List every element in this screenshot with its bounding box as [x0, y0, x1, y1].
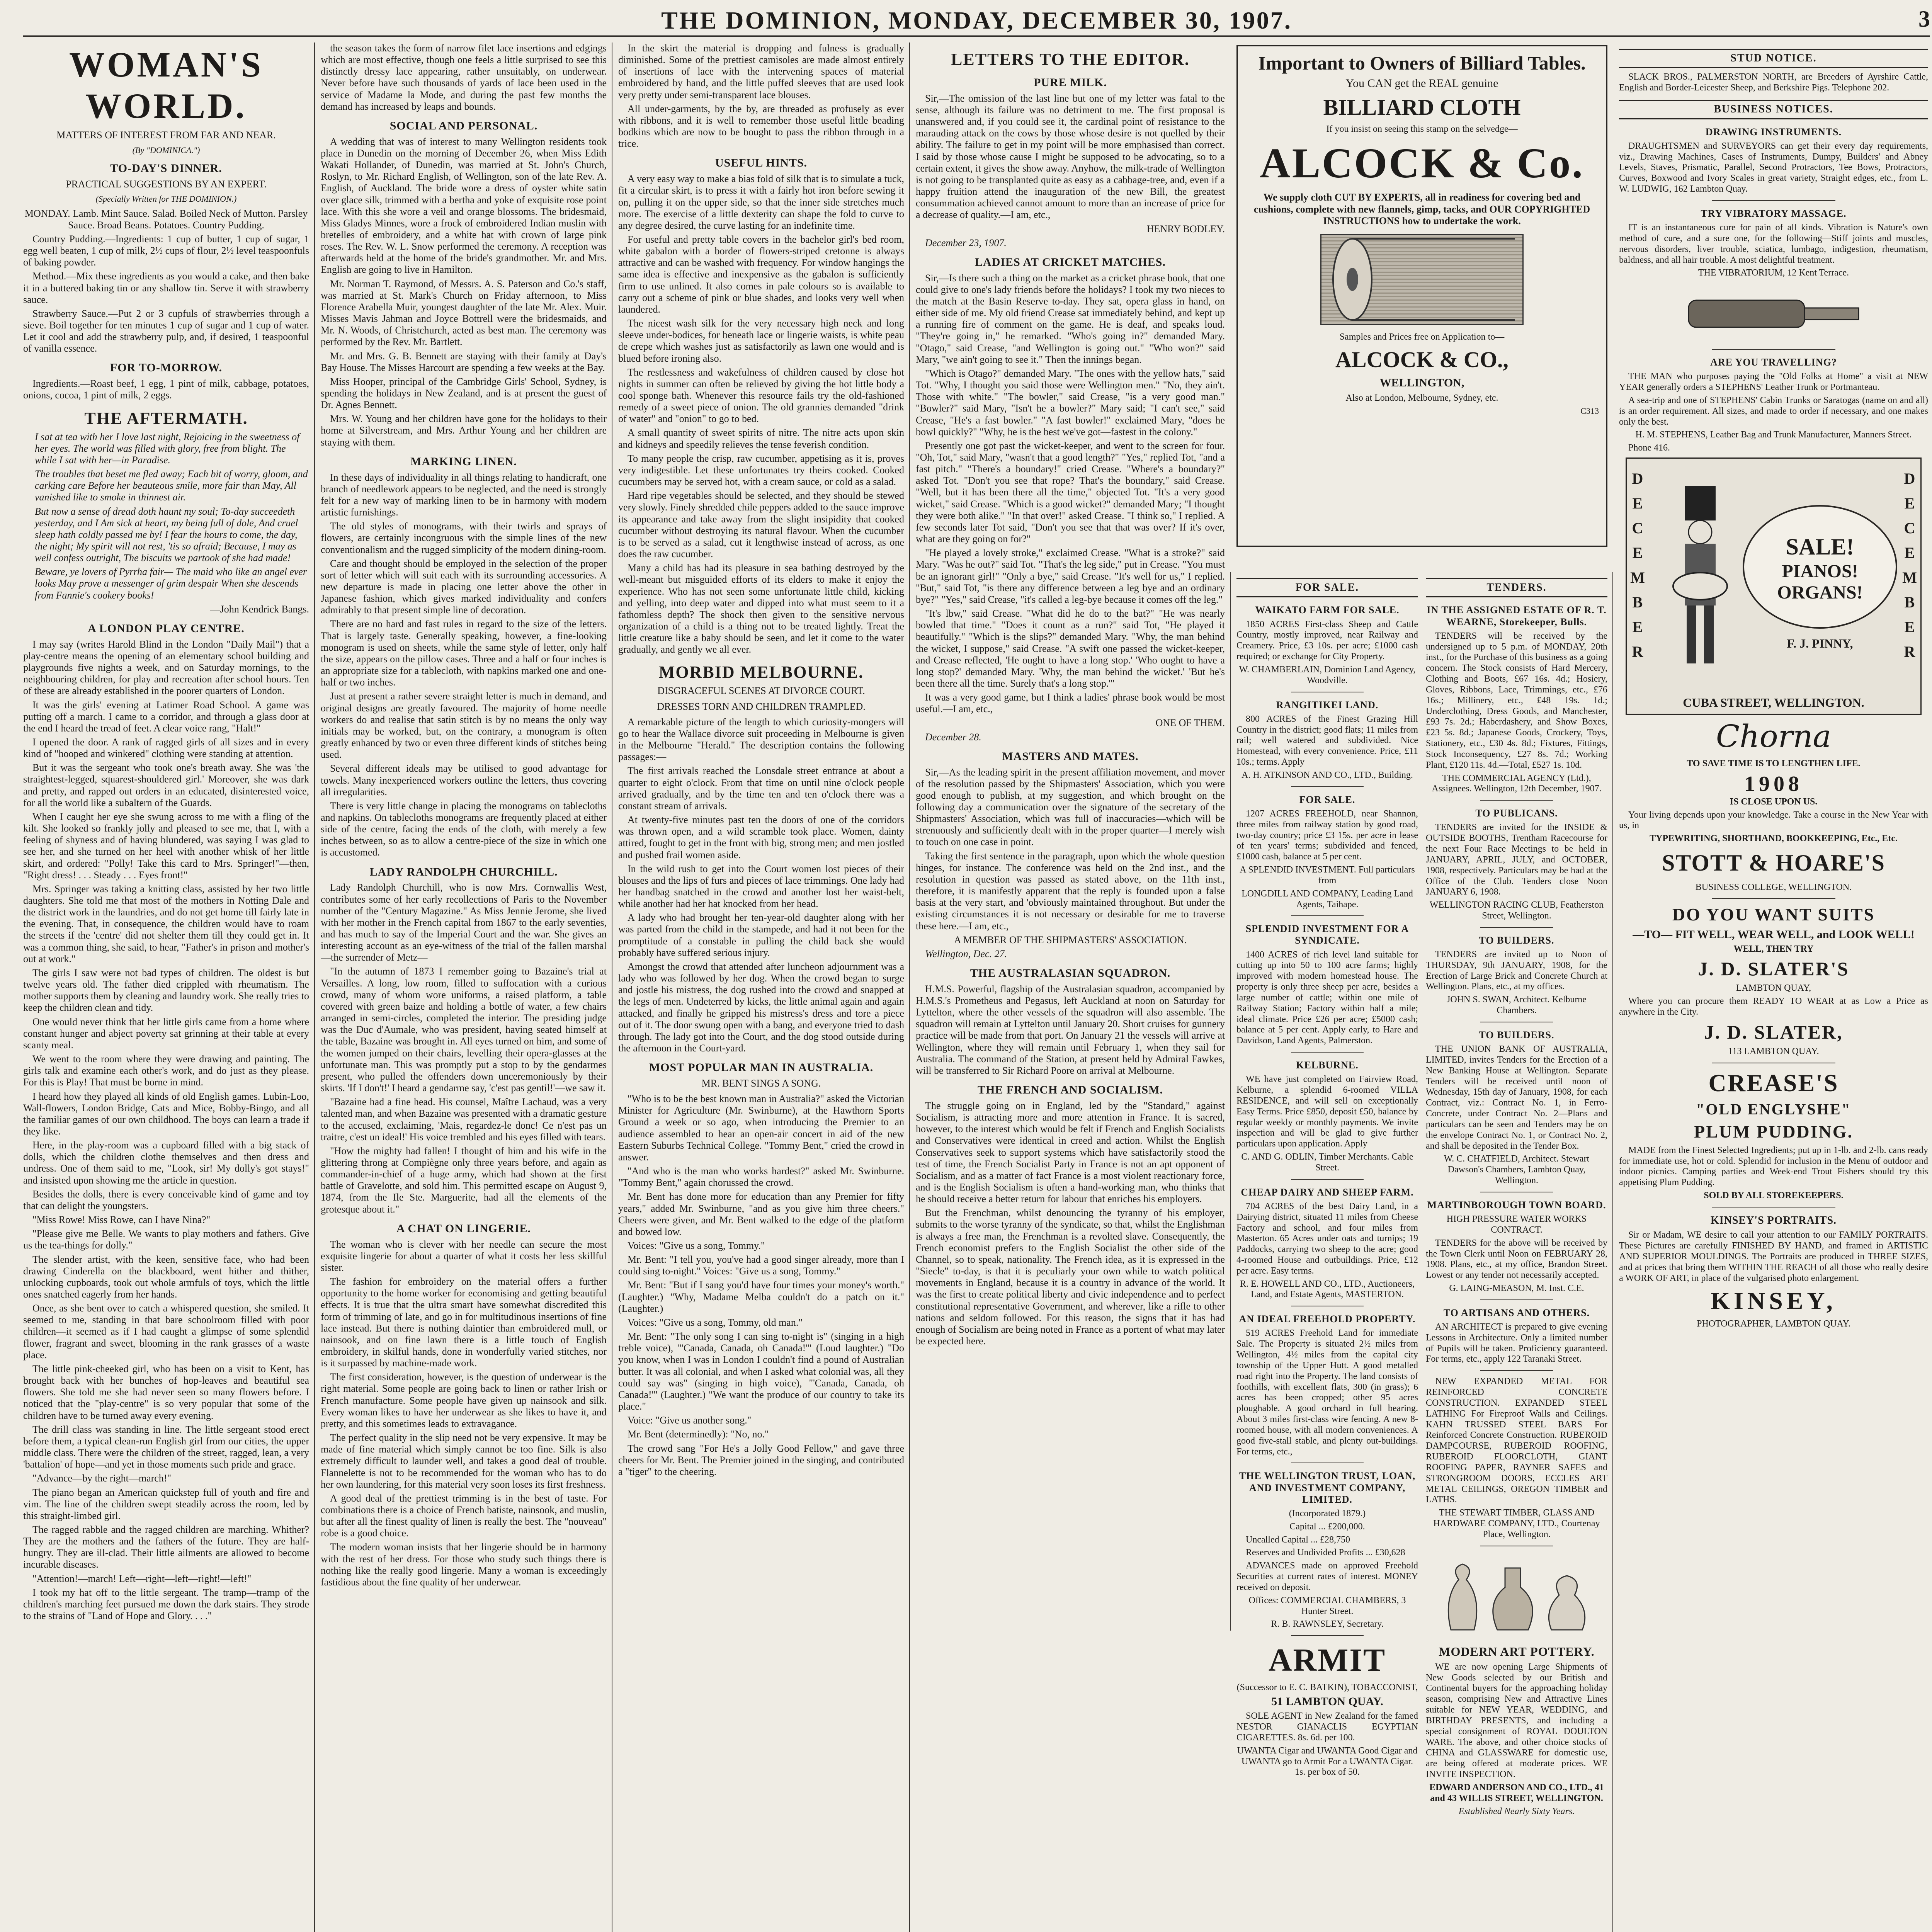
paragraph: Several different ideals may be utilised to good advantage for towels. Many inexperienced workers outline the letters, thus covering all irregularities.: [321, 763, 607, 798]
poem-stanza: Beware, ye lovers of Pyrrha fair— The maid who like an angel ever looks May prove a messenger of grim despair When she descends from Fannie's cookery books!: [35, 566, 307, 601]
paragraph: A sea-trip and one of STEPHENS' Cabin Trunks or Saratogas (name on and all) is an order requirement. All sizes, and made to order if necessary, and one makes only the best.: [1619, 395, 1928, 427]
paragraph: "In the autumn of 1873 I remember going to Bazaine's trial at Versailles. A long, low room, filled to suffocation with a curious crowd, many of whom wore uniforms, a raised platform, a table covered with green baize and holding a bottle of water, a few chairs arranged in semi-circles, completed the interior. The presiding judge was the Duc d'Aumale, who was president, having seated himself at the table, Bazaine was brought in. All eyes turned on him, and some of the women jumped on their chairs, levelling their opera-glasses at the unfortunate man. This was promptly put a stop to by the gendarmes present, who pulled the offenders down unceremoniously by their skirts. 'If I don't!' I heard a gendarme say, 'c'est pas gentil!'—we saw it.: [321, 966, 607, 1094]
paragraph: SLACK BROS., PALMERSTON NORTH, are Breeders of Ayrshire Cattle, English and Border-Leicester Sheep, and Berkshire Pigs. Telephone 202.: [1619, 72, 1928, 93]
ad-brand: CREASE'S: [1708, 1069, 1839, 1097]
chorna-script-logo: Chorna: [1716, 718, 1832, 755]
paragraph: In these days of individuality in all things relating to handicraft, one branch of needlework appears to be neglected, and the need is strongly felt for a new way of marking linen to be in harmony with modern artistic furnishings.: [321, 471, 607, 518]
paragraph: Mr. Bent: "I tell you, you've had a good singer already, more than I could sing to-night." Voices: "Give us a song, Tommy.": [618, 1254, 904, 1277]
paragraph: Offices: COMMERCIAL CHAMBERS, 3 Hunter Street.: [1248, 1595, 1406, 1616]
paragraph: "How the mighty had fallen! I thought of him and his wife in the glittering throng at Compiègne only three years before, and again as commander-in-chief of a huge army, which had shown at the first battle of Gravelotte, and sold him. This permitted escape on August 9, 1874, from the Ile Ste. Marguerite, had all the elements of the grotesque about it.": [321, 1145, 607, 1215]
ad-signature: C. AND G. ODLIN, Timber Merchants. Cable Street.: [1241, 1152, 1413, 1173]
poem-stanza: But now a sense of dread doth haunt my soul; To-day succeedeth yesterday, and I Am sick at heart, my being full of dole, And cruel sleep hath coldly passed me by! I fear the hours to come, the day, the night; My spirit will not rest, 'tis so afraid; Because, I may as well confess outright, The biscuits we partook of she had made!: [35, 505, 298, 564]
ad-body: We supply cloth CUT BY EXPERTS, all in readiness for covering bed and cushions, complete with new flannels, gimp, tacks, and OUR COPYRIGHTED INSTRUCTIONS how to undertake the work.: [1253, 192, 1590, 226]
ad-line: Established Nearly Sixty Years.: [1458, 1806, 1575, 1816]
article-heading: TO-DAY'S DINNER.: [110, 162, 222, 175]
article-heading: THE AUSTRALASIAN SQUADRON.: [970, 967, 1171, 980]
paragraph: UWANTA Cigar and UWANTA Good Cigar and UWANTA go to Armit For a UWANTA Cigar. 1s. per box of 50.: [1237, 1745, 1418, 1777]
cloth-bolt-icon: [1320, 234, 1524, 325]
ad-signature: G. LAING-MEASON, M. Inst. C.E.: [1449, 1283, 1584, 1293]
ad-address: LAMBTON QUAY,: [1736, 983, 1811, 993]
article-subheading: DRESSES TORN AND CHILDREN TRAMPLED.: [657, 701, 866, 712]
paragraph: Besides the dolls, there is every conceivable kind of game and toy that can delight the youngsters.: [23, 1188, 309, 1211]
ad-line: You CAN get the REAL genuine: [1345, 77, 1498, 90]
paragraph: Sir,—Is there such a thing on the market as a cricket phrase book, that one could give to one's lady friends before the holidays? I took my two nieces to the match at the Basin Reserve to-day. They sat, opera glass in hand, on either side of me. My old friend Crease sat immediately behind, and kept up a running fire of comment on the game. He is deaf, and speaks loud. "They're going in," he remarked. "Who's going in?" demanded Mary. "Otago," said Crease, "and Wellington is going out." "Who won?" said Mary, "we ain't going to see it." Then the innings began.: [916, 272, 1225, 365]
article-heading: A CHAT ON LINGERIE.: [396, 1222, 531, 1235]
ad-signature: H. M. STEPHENS, Leather Bag and Trunk Manufacturer, Manners Street.: [1635, 430, 1912, 440]
paragraph: The first arrivals reached the Lonsdale street entrance at about a quarter to eight o'clock. From that time on until nine o'clock people arrived gradually, and by the time ten and ten o'clock there was a constant stream of arrivals.: [618, 765, 904, 811]
paragraph: In the wild rush to get into the Court women lost pieces of their blouses and the lips of furs and pieces of lace trimmings. One lady had her handbag snatched in the crowd and another lost her waist-belt, while another had her hat knocked from her head.: [618, 863, 904, 910]
paragraph: 800 ACRES of the Finest Grazing Hill Country in the district; good flats; 11 miles from rail; well watered and subdivided. Nice Homestead, with every convenience. Price, £11 10s.; terms. Apply: [1236, 714, 1418, 767]
vibrator-device-icon: [1673, 285, 1874, 343]
paragraph: AN ARCHITECT is prepared to give evening Lessons in Architecture. Only a limited number of Pupils will be taken. Proficiency guaranteed. For terms, etc., apply 122 Taranaki Street.: [1426, 1321, 1607, 1364]
paragraph: Many a child has had its pleasure in sea bathing destroyed by the well-meant but misguided efforts of its elders to make it enjoy the experience. Who has not seen some unfortunate little child, kicking and yelling, into deep water and dipped into what must seem to it a fathomless depth? The shock then given to the sensitive nervous organization of a child is a thing not to be treated lightly. Treat the little creature like a baby should be seen, and let it come to the water gradually, and gently we all ever.: [618, 562, 904, 655]
paragraph: But it was the sergeant who took one's breath away. She was 'the straightest-legged, squarest-shouldered girl.' Moreover, she was dark and pretty, and rapped out orders in an educated, disinterested voice, for all the world like a subaltern of the Guards.: [23, 762, 309, 808]
paragraph: WE have just completed on Fairview Road, Kelburne, a splendid 6-roomed VILLA RESIDENCE, and will sell on exceptionally Easy Terms. Price £850, deposit £50, balance by regular weekly or monthly payments. We invite inspection and will be glad to give further particulars upon application. Apply: [1236, 1074, 1418, 1149]
tenders-column: [1426, 572, 1607, 1932]
paragraph: WE are now opening Large Shipments of New Goods selected by our British and Continental buyers for the approaching holiday season, comprising New and Attractive Lines suitable for NEW YEAR, WEDDING, and BIRTHDAY PRESENTS, and including a special consignment of ROYAL DOULTON WARE. The above, and other choice stocks of CHINA and GLASSWARE for domestic use, are being offered at moderate prices. WE INVITE INSPECTION.: [1426, 1662, 1607, 1780]
paragraph: "Miss Rowe! Miss Rowe, can I have Nina?": [32, 1214, 211, 1226]
soldier-drummer-icon: [1658, 482, 1743, 667]
ad-heading: KELBURNE.: [1296, 1060, 1359, 1071]
paragraph: Just at present a rather severe straight letter is much in demand, and original designs are greatly favoured. The majority of home needle workers do and realise that satin stitch is by no means the only way initials may be worked, but, on the contrary, a monogram is often greatly enhanced by two or even three different kinds of stitches being used.: [321, 690, 607, 760]
paragraph: We went to the room where they were drawing and painting. The girls talk and examine each other's work, and do just as they please. For this is Play! That must be borne in mind.: [23, 1053, 309, 1088]
ad-city: WELLINGTON,: [1379, 376, 1464, 389]
paragraph: NEW EXPANDED METAL FOR REINFORCED CONCRETE CONSTRUCTION. EXPANDED STEEL LATHING For Fireproof Walls and Ceilings. KAHN TRUSSED STEEL BARS For Reinforced Concrete Construction. RUBEROID DAMPCOURSE, RUBEROID ROOFING, RUBEROID FLOORCLOTH, GIANT ROOFING PAPER, RAYNER SAFES and STRONGROOM DOORS, ECCLES ART METAL CEILINGS, OREGON TIMBER and LATHS.: [1426, 1376, 1607, 1505]
article-heading: SOCIAL AND PERSONAL.: [389, 119, 538, 132]
ad-ref: C313: [1580, 406, 1599, 416]
article-subheading: MR. BENT SINGS A SONG.: [701, 1077, 821, 1089]
masthead: [23, 8, 1930, 37]
paragraph: Mr. and Mrs. G. B. Bennett are staying with their family at Day's Bay House. The Misses Harcourt are spending a few weeks at the Bay.: [321, 350, 607, 373]
paragraph: Mr. Norman T. Raymond, of Messrs. A. S. Paterson and Co.'s staff, was married at St. Mark's Church on Friday afternoon, to Miss Florence Arabella Muir, youngest daughter of the late Mr. Alex. Muir. Misses Mavis Jahman and Joyce Bottrell were the bridesmaids, and Mr. N. Woods, of Christchurch, acted as best man. The ceremony was performed by the Rev. Mr. Bartlett.: [321, 278, 607, 348]
ad-brand: ARMIT: [1268, 1642, 1386, 1679]
paragraph: "Who is to be the best known man in Australia?" asked the Victorian Minister for Agriculture (Mr. Swinburne), at the Hawthorn Sports Ground a week or so ago, when introducing the Premier to an audience assembled to hear an open-air concert in aid of the new Eastern Suburbs Technical College. "Tommy Bent," cried the crowd in answer.: [618, 1093, 904, 1163]
paragraph: I took my hat off to the little sergeant. The tramp—tramp of the children's marching feet pursued me down the dark stairs. They strode to the strains of "Land of Hope and Glory. . . .": [23, 1587, 309, 1622]
column-4: [916, 43, 1225, 1932]
paragraph: MADE from the Finest Selected Ingredients; put up in 1-lb. and 2-lb. cans ready for immediate use, hot or cold. Splendid for inclusion in the Menu of outdoor and indoor picnics. Camping parties and Week-end Trout Fishers should try this appetising Plum Pudding.: [1619, 1145, 1928, 1188]
paragraph: Uncalled Capital ... £28,750: [1246, 1534, 1350, 1545]
letter-heading: LADIES AT CRICKET MATCHES.: [975, 255, 1166, 269]
paragraph: The ragged rabble and the ragged children are marching. Whither? They are the mothers and the fathers of the future. They are half-hungry. They are ill-clad. Their little ailments are allowed to become incurable diseases.: [23, 1524, 309, 1570]
ad-heading: DRAWING INSTRUMENTS.: [1705, 126, 1842, 138]
column-rule: [909, 43, 910, 1932]
paragraph: TENDERS are invited for the INSIDE & OUTSIDE BOOTHS, Trentham Racecourse for the next Four Race Meetings to be held in JANUARY, APRIL, JULY, and OCTOBER, 1908, respectively. Particulars may be had at the Office of the Club. Tenders close Noon JANUARY 6, 1908.: [1426, 822, 1607, 897]
ad-heading: TO ARTISANS AND OTHERS.: [1443, 1307, 1590, 1318]
paragraph: Capital ... £200,000.: [1289, 1521, 1365, 1532]
paragraph: Here, in the play-room was a cupboard filled with a big stack of dolls, which the children clothe themselves and then dress and undress. One of them said to me, "Look, sir! My dolly's got stays!" and insisted upon showing me the article in question.: [23, 1139, 309, 1186]
ad-heading: WAIKATO FARM FOR SALE.: [1255, 604, 1400, 616]
ad-heading: IN THE ASSIGNED ESTATE OF R. T. WEARNE, Storekeeper, Bulls.: [1427, 604, 1607, 628]
paragraph: The restlessness and wakefulness of children caused by close hot nights in summer can often be relieved by giving the hot little body a cool sponge bath. Whenever this resource fails try the old-fashioned remedy of a sweet piece of onion. The old grannies demanded "drink of water" and "onion" to go to bed.: [618, 366, 904, 425]
paragraph: "Which is Otago?" demanded Mary. "The ones with the yellow hats," said Tot. "Why, I thought you said those were Wellington men." "No, they ain't. Those with white." "The bowler," said Crease, "is a very good man." "Bowler?" said Mary, "Isn't he a bowler?" Mary said; "I can't see," said Crease, "He's a fast bowler." "A fast bowler!" exclaimed Mary, "does he bowl quickly?" "Why, he is the best we've got—fastest in the colony.": [916, 367, 1225, 437]
ad-heading: MODERN ART POTTERY.: [1439, 1644, 1595, 1658]
paragraph: 1850 ACRES First-class Sheep and Cattle Country, mostly improved, near Railway and Creamery. Price, £3 10s. per acre; £1000 cash required; or exchange for City Property.: [1236, 619, 1418, 662]
paragraph: "And who is the man who works hardest?" asked Mr. Swinburne. "Tommy Bent," again chorussed the crowd.: [618, 1165, 904, 1189]
paragraph: A small quantity of sweet spirits of nitre. The nitre acts upon skin and kidneys and speedily relieves the tense feverish condition.: [618, 427, 904, 450]
paragraph: Mrs. Springer was taking a knitting class, assisted by her two little daughters. She told me that most of the mothers in Notting Dale and the district work in the laundries, and do not get home till fairly late in the evening. That, in consequence, the children would have to roam the streets if the 'centre' did not shelter them till they could get in. It was a common thing, she said, to hear, "Father's in prison and mother's out at work.": [23, 883, 309, 964]
article-heading: USEFUL HINTS.: [715, 156, 808, 170]
ad-signature: THE STEWART TIMBER, GLASS AND HARDWARE COMPANY, LTD., Courtenay Place, Wellington.: [1433, 1508, 1600, 1539]
article-heading: FOR TO-MORROW.: [110, 361, 223, 374]
paragraph: MONDAY. Lamb. Mint Sauce. Salad. Boiled Neck of Mutton. Parsley Sauce. Broad Beans. Potatoes. Country Pudding.: [24, 207, 308, 231]
paragraph: The nicest wash silk for the very necessary high neck and long sleeve under-bodices, for beneath lace or lingerie waists, is white peau de crepe which washes just as satisfactorily as lawn one would and is blued before ironing also.: [618, 318, 904, 364]
ad-product: BILLIARD CLOTH: [1323, 94, 1521, 120]
ad-signature: A. H. ATKINSON AND CO., LTD., Building.: [1242, 770, 1413, 780]
letter-signature: HENRY BODLEY.: [1146, 223, 1225, 235]
ad-signature: W. CHAMBERLAIN, Dominion Land Agency, Woodville.: [1239, 664, 1416, 685]
ad-signature: R. B. RAWNSLEY, Secretary.: [1271, 1619, 1384, 1629]
article-heading: LETTERS TO THE EDITOR.: [951, 50, 1190, 69]
ad-address: 51 LAMBTON QUAY.: [1271, 1695, 1383, 1708]
article-heading: THE FRENCH AND SOCIALISM.: [977, 1083, 1163, 1097]
column-3: [618, 43, 904, 1932]
letter-date: December 23, 1907.: [925, 237, 1007, 248]
paragraph: Sir,—As the leading spirit in the present affiliation movement, and mover of the resolution passed by the Shipmasters' Association, which you were good enough to publish, at my suggestion, and which brought on the following day a communication over the signature of the secretary of the Shipmasters' Association, which was full of inaccuracies—which will be strenuously and sufficiently dealt with in the proper quarter—I merely wish to touch on one case in point.: [916, 766, 1225, 848]
paragraph: The crowd sang "For He's a Jolly Good Fellow," and gave three cheers for Mr. Bent. The Premier joined in the singing, and contributed a "tiger" to the cheering.: [618, 1442, 904, 1477]
column-rule: [314, 43, 315, 1932]
paragraph: Hard ripe vegetables should be selected, and they should be stewed very slowly. Finely shredded chile peppers added to the sauce improve its appearance and take away from the slight insipidity that cooked cucumber without destroying its natural flavour. When the cucumber is to be served as a salad, cut it lengthwise instead of across, as one does the raw cucumber.: [618, 490, 904, 560]
ad-address: 113 LAMBTON QUAY.: [1728, 1046, 1819, 1056]
paragraph: At twenty-five minutes past ten the doors of one of the corridors was thrown open, and a wild scramble took place. Women, dainty attired, fought to get in the front with big, strong men; and men jostled and pushed frail women aside.: [618, 814, 904, 861]
for-sale-column: [1236, 572, 1418, 1932]
ad-heading: AN IDEAL FREEHOLD PROPERTY.: [1239, 1313, 1416, 1325]
paragraph: The slender artist, with the keen, sensitive face, who had been drawing Cinderella on the blackboard, went hither and thither, unlocking cupboards, took out whole armfuls of toys, which the little ones snatched eagerly from her hands.: [23, 1253, 309, 1300]
column-rule: [1612, 572, 1613, 1932]
masthead-title: THE DOMINION, MONDAY, DECEMBER 30, 1907.: [661, 7, 1292, 34]
paragraph: Country Pudding.—Ingredients: 1 cup of butter, 1 cup of sugar, 1 egg well beaten, 1 cup of milk, 2½ cups of flour, 2½ level teaspoonfuls of baking powder.: [23, 233, 309, 268]
article-heading: MARKING LINEN.: [410, 455, 517, 468]
paragraph: The first consideration, however, is the question of underwear is the right material. Some people are going back to linen or rather Irish or French manufacture. Some people have given up nainsook and silk. Every woman likes to have her underwear as she likes to have it, and pretty, and this sometimes leads to extravagance.: [321, 1371, 607, 1429]
ad-heading: TO PUBLICANS.: [1475, 808, 1558, 819]
paragraph: The modern woman insists that her lingerie should be in harmony with the rest of her dress. For those who study such things there is nothing like the really good lingerie. Many a woman is exceedingly fastidious about the fine quality of her underwear.: [321, 1541, 607, 1588]
column-6: [1619, 43, 1928, 1932]
poem-stanza: The troubles that beset me fled away; Each bit of worry, gloom, and carking care Before her beauteous smile, more fair than May, All vanished like to smoke in thinnest air.: [35, 468, 308, 503]
article-heading: LADY RANDOLPH CHURCHILL.: [369, 865, 558, 878]
paragraph: Method.—Mix these ingredients as you would a cake, and then bake it in a buttered baking tin or any shallow tin. Serve it with strawberry sauce.: [23, 270, 309, 305]
ad-line: TO SAVE TIME IS TO LENGTHEN LIFE.: [1687, 758, 1861, 769]
paragraph: Mrs. W. Young and her children have gone for the holidays to their home at Silverstream, and Mrs. Arthur Young and her children are staying with them.: [321, 413, 607, 448]
paragraph: The girls I saw were not bad types of children. The oldest is but twelve years old. The father died crippled with rheumatism. The mother supports them by cleaning and laundry work. She really tries to keep the children clean and tidy.: [23, 967, 309, 1014]
ad-line: Also at London, Melbourne, Sydney, etc.: [1345, 393, 1498, 403]
paragraph: 519 ACRES Freehold Land for immediate Sale. The Property is situated 2½ miles from Wellington, 4½ miles from the capital city township of the Upper Hutt. A good metalled road right into the Property. The land consists of foothills, with excellent flats, 300 (in grass); 6 acres has been cropped; other 95 acres ploughable. A good orchard in full bearing. About 3 miles first-class wire fencing. A new 8-roomed house, with all modern conveniences. A good five-stall stable, and plenty out-buildings. For terms, etc.,: [1236, 1328, 1418, 1457]
ad-product: PLUM PUDDING.: [1694, 1122, 1854, 1142]
ad-line: SOLD BY ALL STOREKEEPERS.: [1704, 1190, 1844, 1201]
ad-line: —TO— FIT WELL, WEAR WELL, and LOOK WELL!: [1633, 928, 1915, 941]
paragraph: In the skirt the material is dropping and fulness is gradually diminished. Some of the prettiest camisoles are made almost entirely of insertions of lace with the intervening spaces of material embroidered by hand, and the little puffed sleeves that are used look very pretty under semi-transparent lace blouses.: [618, 43, 904, 100]
paragraph: "Please give me Belle. We wants to play mothers and fathers. Give us the tea-things for dolly.": [23, 1228, 309, 1251]
paragraph: 1207 ACRES FREEHOLD, near Shannon, three miles from railway station by good road, two-day country; price £3 15s. per acre in lease of ten years' terms; subdivided and fenced, £1000 cash, balance at 5 per cent.: [1236, 808, 1418, 862]
ad-heading: KINSEY'S PORTRAITS.: [1710, 1214, 1837, 1226]
paragraph: Presently one got past the wicket-keeper, and went to the screen for four. "Oh, Tot," said Mary, "wasn't that a good length?" "Yes," replied Tot, "and a fast pitch." "There's a boundary!" cried Crease. "Where's a boundary?" asked Tot. "Don't you see that rope? That's the boundary," said Crease. "Well, but it has been there all the time," objected Tot. "It's a very good wicket," said Crease. "Which is a good wicket?" demanded Mary; "I thought they were both alike." "In that over!" asked Crease. "I think so," I replied. A few seconds later Tot said, "Don't you see that that was over? If it's over, what are they going on for?": [916, 440, 1225, 545]
paragraph: (Successor to E. C. BATKIN), TOBACCONIST,: [1236, 1682, 1418, 1692]
paragraph: Amongst the crowd that attended after luncheon adjournment was a lady who was followed by her dog. When the crowd began to surge and jostle his mistress, the dog rushed into the crowd and snapped at the legs of men. Undeterred by kicks, the little animal again and again attacked, and finally he gripped his mistress's dress and tore a piece out of it. The door swung open with a bang, and everyone tried to dash through. The lady got into the Court, and the dog stood outside during the afternoon in the Court-yard.: [618, 961, 904, 1054]
paragraph: To many people the crisp, raw cucumber, appetising as it is, proves very indigestible. Let these unfortunates try theirs cooked. Cooked cucumbers may be served hot, with a cream sauce, or cold as a salad.: [618, 452, 904, 488]
article-heading: A LONDON PLAY CENTRE.: [88, 622, 245, 635]
ad-title: Important to Owners of Billiard Tables.: [1258, 52, 1586, 74]
paragraph: Voice: "Give us another song.": [628, 1415, 752, 1426]
paragraph: Miss Hooper, principal of the Cambridge Girls' School, Sydney, is spending the holidays in New Zealand, and is at present the guest of Dr. Agnes Bennett.: [321, 376, 607, 411]
ad-heading: TO BUILDERS.: [1479, 1029, 1554, 1041]
paragraph: Mr. Bent has done more for education than any Premier for fifty years," added Mr. Swinburne, "and as you give him three cheers." Cheers were given, and Mr. Bent walked to the edge of the platform and bowed low.: [618, 1191, 904, 1237]
ad-address: CUBA STREET, WELLINGTON.: [1683, 696, 1864, 710]
paragraph: But the Frenchman, whilst denouncing the tyranny of his employer, submits to the worse tyranny of the syndicate, so that, whilst the Englishman is always a free man, the Frenchman is a revolted slave. Consequently, the French economist prefers to the English Socialist the other side of the Channel, so to speak, nationality. The French idea, as it is expressed in the "Siecle" to-day, is that it is peculiarly your own while to watch political movements in England, because it is a country in advance of the world. It was the first to create political liberty and civic independence and to perfect constitutional representative Government, and wherever, like a rifle to other nations and seldom followed. For this reason, the signs that it has had enough of Socialism are being noted in France as a portent of what may later be expected here.: [916, 1207, 1225, 1347]
ad-heading: TRY VIBRATORY MASSAGE.: [1701, 207, 1847, 219]
article-note: (Specially Written for THE DOMINION.): [95, 194, 237, 204]
piano-sale-ad: [1626, 457, 1922, 715]
poem-credit: —John Kendrick Bangs.: [210, 603, 309, 615]
ad-heading: CHEAP DAIRY AND SHEEP FARM.: [1241, 1186, 1414, 1198]
ad-signature: EDWARD ANDERSON AND CO., LTD., 41 and 43 WILLIS STREET, WELLINGTON.: [1429, 1782, 1604, 1803]
paragraph: It was a very good game, but I think a ladies' phrase book would be most useful.—I am, etc.,: [916, 692, 1225, 715]
column-rule: [1230, 572, 1231, 1631]
paragraph: IT is an instantaneous cure for pain of all kinds. Vibration is Nature's own method of cure, and a sure one, for the following—Stiff joints and muscles, nervous disorders, liver trouble, sciatica, lumbago, indigestion, rheumatism, baldness, and all hair trouble. A most delightful treatment.: [1619, 223, 1928, 265]
paragraph: There is very little change in placing the monograms on tablecloths and napkins. On tablecloths monograms are frequently placed at either side of the centre, facing the ends of the cloth, with merely a few inches between, so as to allow a centre-piece of the size in which one is accustomed.: [321, 800, 607, 858]
paragraph: The little pink-cheeked girl, who has been on a visit to Kent, has brought back with her bunches of hop-leaves and beautiful sea flowers. She told me she had never seen so many flowers before. I noticed that the "play-centre" is so very popular that some of the children have to be turned away every evening.: [23, 1363, 309, 1421]
ad-signature: R. E. HOWELL AND CO., LTD., Auctioneers, Land, and Estate Agents, MASTERTON.: [1240, 1279, 1415, 1300]
paragraph: The drill class was standing in line. The little sergeant stood erect before them, a typical clean-run English girl from our cities, the upper middle class. There were the children of the street, ragged, lean, a very 'battalion' of hope—and yet in those moments such pride and grace.: [23, 1423, 309, 1470]
paragraph: "Advance—by the right—march!": [32, 1473, 172, 1484]
paragraph: A SPLENDID INVESTMENT. Full particulars from: [1240, 865, 1415, 886]
byline: (By "DOMINICA."): [132, 145, 200, 155]
paragraph: There are no hard and fast rules in regard to the size of the letters. That is largely taste. Generally speaking, however, a fine-looking monogram is used on sheets, while the same style of letter, only half the size, appears on the pillow cases. Three and a half or four inches is an appropriate size for a tablecloth, with napkins marked one and one-half or two inches.: [321, 618, 607, 688]
paragraph: The fashion for embroidery on the material offers a further opportunity to the home worker for economising and getting beautiful effects. It is true that the ultra smart have somewhat discredited this form of trimming of late, and go in for multitudinous insertions of fine lace instead. But there is nothing daintier than embroidered mull, or nainsook, and on fine lawn there is a little touch of English embroidery, in skilful hands, done in wonderfully varied stitches, nor is it surpassed by machine-made work.: [321, 1276, 607, 1369]
paragraph: Your living depends upon your knowledge. Take a course in the New Year with us, in: [1619, 810, 1928, 831]
section-subtitle: MATTERS OF INTEREST FROM FAR AND NEAR.: [56, 129, 276, 141]
paragraph: Ingredients.—Roast beef, 1 egg, 1 pint of milk, cabbage, potatoes, onions, cocoa, 1 pint of milk, 2 eggs.: [23, 378, 309, 401]
paragraph: The piano began an American quickstep full of youth and fire and vim. The line of the children swept steadily across the room, led by this straight-limbed girl.: [23, 1486, 309, 1521]
paragraph: "It's lbw," said Crease. "What did he do to the bat?" "He was nearly bowled that time." "Does it count as a run?" said Tot, "He played it beautifully." "Which is the slips?" demanded Mary. "Why, the man behind the wicket, I suppose," said Crease. "A swift one passed the wicket-keeper, and Crease reflected, 'He ought to have a long stop.' 'Who ought to have a long stop?' demanded Mary. 'Why, the man behind the wicket.' 'But he's been there all the time. Surely that's a long stop.'": [916, 608, 1225, 689]
ad-items: PIANOS! ORGANS!: [1777, 561, 1863, 603]
paragraph: TENDERS for the above will be received by the Town Clerk until Noon on FEBRUARY 28, 1908. Plans, etc., at my office, Brandon Street. Lowest or any tender not necessarily accepted.: [1426, 1238, 1607, 1281]
ad-vertical-text: DECEMBER: [1630, 470, 1645, 661]
letter-signature: ONE OF THEM.: [1155, 717, 1225, 729]
paragraph: "Bazaine had a fine head. His counsel, Maître Lachaud, was a very talented man, and when Bazaine was presented with a dramatic gesture to the accused, exclaiming, 'Mais, regardez-le donc! Ce n'est pas un traitre, c'est un ideal!' His voice trembled and his eyes filled with tears.: [321, 1096, 607, 1143]
paragraph: Reserves and Undivided Profits ... £30,628: [1246, 1548, 1405, 1558]
ad-heading: RANGITIKEI LAND.: [1276, 699, 1379, 711]
ad-heading: DO YOU WANT SUITS: [1672, 905, 1875, 925]
paragraph: "Attention!—march! Left—right—left—right!—left!": [32, 1573, 252, 1584]
ad-heading: MARTINBOROUGH TOWN BOARD.: [1427, 1199, 1606, 1211]
letter-date: December 28.: [925, 731, 981, 743]
ad-brand: ALCOCK & Co.: [1260, 139, 1584, 187]
paragraph: Strawberry Sauce.—Put 2 or 3 cupfuls of strawberries through a sieve. Boil together for ten minutes 1 cup of sugar and 1 cup of water. Let it cool and add the strawberry pulp, and, if desired, 1 teaspoonful of vanilla essence.: [23, 308, 309, 354]
paragraph: I opened the door. A rank of ragged girls of all sizes and in every kind of "hooped and winkered" clothing were standing at attention.: [23, 736, 309, 760]
ad-heading: SPLENDID INVESTMENT FOR A SYNDICATE.: [1245, 923, 1409, 946]
paragraph: Taking the first sentence in the paragraph, upon which the whole question hinges, for instance. The conference was held on the 2nd inst., and the resolution in question was passed as stated above, on the 11th inst., therefore, it is manifestly apparent that the reply is founded upon a false basis at the very start, and 'obviously maintained throughout. But under the existing circumstances it is not necessary or desirable for me to traverse these here.—I am, etc.,: [916, 850, 1225, 932]
paragraph: A good deal of the prettiest trimming is in the best of taste. For combinations there is a choice of French batiste, nainsook, and muslin, but after all the finest quality of linen is really the best. The "nouveau" robe is a good choice.: [321, 1492, 607, 1539]
paragraph: The struggle going on in England, led by the "Standard," against Socialism, is attracting more and more attention in France. It is sacred, however, to the interest which would be felt if French and English Socialists and Conservatives were identical in creed and action. Whilst the English Conservatives seek to support systems which have satisfactorily stood the test of time, the French Socialist Party in France is not an apt opponent of Socialism, and as a matter of fact France is a most violent reactionary force, and is the English Socialism is often a hand-working man, who thinks that he should receive a better return for labour that enriches his employers.: [916, 1100, 1225, 1205]
section-heading: FOR SALE.: [1236, 578, 1418, 597]
column-1: [23, 43, 309, 1932]
ad-line: BUSINESS COLLEGE, WELLINGTON.: [1695, 882, 1852, 892]
ad-heading: TO BUILDERS.: [1479, 934, 1554, 946]
paragraph: H.M.S. Powerful, flagship of the Australasian squadron, accompanied by H.M.S.'s Prometheus and Pegasus, left Auckland at noon on Saturday for Lyttelton, where the other vessels of the squadron will also assemble. The squadron will remain at Lyttelton until January 20. Short cruises for gunnery practice will be made from that port. On January 21 the vessels will arrive at Wellington, where they will remain until February 1, when they sail for Australia. The command of the Station, at present held by Admiral Fawkes, will be transferred to Sir Richard Poore on arrival at Melbourne.: [916, 983, 1225, 1076]
section-heading: STUD NOTICE.: [1619, 49, 1928, 68]
ad-brand: ALCOCK & CO.,: [1335, 347, 1509, 372]
ad-line: WELL, THEN TRY: [1733, 944, 1814, 954]
ad-line: If you insist on seeing this stamp on the selvedge—: [1326, 124, 1518, 134]
letter-heading: PURE MILK.: [1034, 76, 1107, 89]
paragraph: When I caught her eye she swung across to me with a fling of the kilt. She looked so frankly jolly and pleased to see me, that I, with a feeling of shyness and of having blundered, was saying I was glad to see her, and she turned on her heel with another whisk of her little skirt, and ordered: "Polly! Take this card to Mrs. Springer!"—then, "Right dress! . . . Steady . . . Eyes front!": [23, 811, 309, 881]
paragraph: "He played a lovely stroke," exclaimed Crease. "What is a stroke?" said Mary. "Was he out?" said Tot. "That's the leg side," put in Crease. "You must be an ignorant girl!" "Only a bye," said Crease. "It's well for us," I replied. "But," said Tot, "is there any difference between a leg bye and an ordinary bye?" "Yes," said Crease, "it's called a leg-bye because it comes off the leg.": [916, 547, 1225, 605]
ad-signature: W. C. CHATFIELD, Architect. Stewart Dawson's Chambers, Lambton Quay, Wellington.: [1444, 1154, 1590, 1186]
ad-year: 1908: [1744, 772, 1803, 796]
ad-heading: THE WELLINGTON TRUST, LOAN, AND INVESTMENT COMPANY, LIMITED.: [1239, 1470, 1416, 1505]
paragraph: Voices: "Give us a song, Tommy, old man.": [628, 1316, 803, 1328]
ad-brand: J. D. SLATER,: [1704, 1021, 1843, 1043]
column-2: [321, 43, 607, 1932]
ad-signature: WELLINGTON RACING CLUB, Featherston Street, Wellington.: [1429, 900, 1604, 921]
paragraph: A very easy way to make a bias fold of silk that is to simulate a tuck, fit a circular skirt, is to press it with a fairly hot iron before sewing it on, pulling it on the upper side, so that the inner side stretches much more. The exercise of a little dexterity can shape the fold to curve to any degree desired, the curve lasting for an indefinite time.: [618, 173, 904, 231]
paragraph: A wedding that was of interest to many Wellington residents took place in Dunedin on the morning of December 26, when Miss Edith Wakati Hollander, of Dunedin, was married at St. John's Church, Roslyn, to Mr. Richard English, of Wellington, son of the late Rev. A. English, of Auckland. The bride wore a dress of oyster white satin over glace silk, trimmed with a bertha and yoke of exquisite rose point lace. With this she wore a veil and orange blossoms. The bridesmaid, Miss Gladys Minnes, wore a frock of embroidered Indian muslin with bretelles of embroidery, and a white hat with crown of large pink roses. The Rev. W. L. Snow performed the ceremony. A reception was afterwards held at the home of the bride's grandmother. Mr. and Mrs. English are going to live in Hamilton.: [321, 136, 607, 276]
paragraph: TENDERS are invited up to Noon of THURSDAY, 9th JANUARY, 1908, for the Erection of Large Brick and Concrete Church at Wellington. Plans, etc., at my offices.: [1426, 949, 1607, 992]
paragraph: 1400 ACRES of rich level land suitable for cutting up into 50 to 100 acre farms; highly improved with modern homestead house. The property is only three sheep per acre, besides a large number of cattle; within one mile of Railway Station; Factory within half a mile; ideal climate. Price £26 per acre; £5000 cash; balance at 5 per cent. Apply early, to Hare and Davidson, Land Agents, Palmerston.: [1236, 949, 1418, 1046]
paragraph: It was the girls' evening at Latimer Road School. A game was putting off a march. I came to a corridor, and through a glass door at the end I heard the tread of feet. A clear voice rang, "Halt!": [23, 699, 309, 734]
ad-brand: J. D. SLATER'S: [1698, 958, 1849, 980]
ad-line: PHOTOGRAPHER, LAMBTON QUAY.: [1697, 1318, 1850, 1329]
paragraph: The perfect quality in the slip need not be very expensive. It may be made of fine material which simply cannot be too fine. Silk is also extremely difficult to launder well, and takes a good deal of trouble. Flannelette is not to be recommended for the woman who has to do her own laundering, for this material very soon loses its first freshness.: [321, 1432, 607, 1490]
paragraph: THE MAN who purposes paying the "Old Folks at Home" a visit at NEW YEAR generally orders a STEPHENS' Leather Trunk or Portmanteau.: [1619, 371, 1928, 393]
ad-brand: KINSEY,: [1711, 1287, 1837, 1315]
paragraph: (Incorporated 1879.): [1289, 1508, 1366, 1519]
paragraph: Care and thought should be employed in the selection of the proper sort of letter which will suit each with its surrounding accessories. A new departure is made in placing one letter above the other in Japanese fashion, which gives marked individuality and confers admirably to that present simple line of decoration.: [321, 558, 607, 616]
ad-signature: LONGDILL AND COMPANY, Leading Land Agents, Taihape.: [1242, 888, 1413, 910]
paragraph: THE UNION BANK OF AUSTRALIA, LIMITED, invites Tenders for the Erection of a New Banking House at Wellington. Separate Tenders will be received until noon of Wednesday, 15th day of January, 1908, for each Contract, viz.: Contract No. 1, in Ferro-Concrete, under Contract No. 2—Plans and particulars can be seen and Tenders may be on the envelope Contract No. 1, or Contract No. 2, and shall be deposited in the Tender Box.: [1426, 1044, 1607, 1151]
ad-sale: SALE!: [1786, 534, 1854, 560]
paragraph: SOLE AGENT in New Zealand for the famed NESTOR GIANACLIS EGYPTIAN CIGARETTES. 8s. 6d. per 100.: [1236, 1711, 1418, 1743]
ad-signature: THE COMMERCIAL AGENCY (Ltd.), Assignees. Wellington, 12th December, 1907.: [1432, 773, 1602, 794]
ad-line: Samples and Prices free on Application to—: [1339, 332, 1505, 342]
ad-brand: STOTT & HOARE'S: [1662, 850, 1885, 876]
paragraph: Mr. Bent (determinedly): "No, no.": [628, 1429, 769, 1440]
article-heading: MOST POPULAR MAN IN AUSTRALIA.: [649, 1061, 874, 1074]
paragraph: For useful and pretty table covers in the bachelor girl's bed room, white gabalon with a border of flowers-striped cretonne is always attractive and can be washed with frequency. For window hangings the same idea is effective and inexpensive as the gabalon is sufficiently firm to use unlined. It also comes in pale colours so is available to carry out a scheme of pink or blue shades, and looks very well when laundered.: [618, 233, 904, 315]
ad-heading: ARE YOU TRAVELLING?: [1710, 357, 1837, 368]
letter-signature: A MEMBER OF THE SHIPMASTERS' ASSOCIATION.: [954, 934, 1187, 946]
article-subheading: PRACTICAL SUGGESTIONS BY AN EXPERT.: [66, 178, 267, 190]
ad-line: TYPEWRITING, SHORTHAND, BOOKKEEPING, Etc., Etc.: [1650, 833, 1898, 844]
paragraph: 704 ACRES of the best Dairy Land, in a Dairying district, situated 11 miles from Cheese Factory and school, and four miles from Masterton. 65 Acres under oats and turnips; 19 Paddocks, carrying two sheep to the acre; good 4-roomed House and outbuildings. Price, £12 per acre. Easy terms.: [1236, 1201, 1418, 1276]
paragraph: Once, as she bent over to catch a whispered question, she smiled. It seemed to me, standing in that bare schoolroom filled with poor children—it seemed as if I had caught a glimpse of some splendid flower, fragrant and sweet, blooming in the rank grasses of a waste place.: [23, 1303, 309, 1361]
ad-phone: Phone 416.: [1628, 443, 1670, 453]
drum-badge: [1743, 505, 1897, 629]
paragraph: Mr. Bent: "But if I sang you'd have four times your money's worth." (Laughter.) "Why, Madame Melba couldn't do a patch on it." (Laughter.): [618, 1279, 904, 1314]
paragraph: Mr. Bent: "The only song I can sing to-night is" (singing in a high treble voice), "'Canada, Canada, oh Canada!'" (Loud laughter.) "Do you know, when I was in London I couldn't find a pound of Australian butter. It was all colonial, and when I asked what colonial was, all they could say was" (singing in high voice), "'Canada, Canada, oh Canada!'" (Laughter.) "We want the produce of our country to take its place.": [618, 1331, 904, 1412]
paragraph: A remarkable picture of the length to which curiosity-mongers will go to hear the Wallace divorce suit proceeding in Melbourne is given in the Melbourne "Herald." The description contains the following passages:—: [618, 716, 904, 763]
paragraph: A lady who had brought her ten-year-old daughter along with her was parted from the child in the stampede, and had it not been for the promptitude of a constable in pulling the child back she would probably have suffered serious injury.: [618, 912, 904, 958]
paragraph: Where you can procure them READY TO WEAR at as Low a Price as anywhere in the City.: [1619, 996, 1928, 1017]
paragraph: ADVANCES made on approved Freehold Securities at current rates of interest. MONEY received on deposit.: [1236, 1561, 1418, 1592]
paragraph: The old styles of monograms, with their twirls and sprays of flowers, are certainly incongruous with the simple lines of the new conventionalism and the rugged simplicity of the modern dining-room.: [321, 520, 607, 555]
poem-stanza: I sat at tea with her I love last night, Rejoicing in the sweetness of her eyes. The world was filled with glory, free from blight. The while I sat with her—in Paradise.: [35, 431, 300, 466]
paragraph: I heard how they played all kinds of old English games. Lubin-Loo, Wall-flowers, London Bridge, Cats and Mice, Bobby-Bingo, and all the familiar games of our own childhood. The boys can learn a trade if they like.: [23, 1090, 309, 1137]
pottery-vase-icon: [1428, 1553, 1605, 1638]
ad-heading: FOR SALE.: [1299, 794, 1355, 805]
ad-signature: JOHN S. SWAN, Architect. Kelburne Chambers.: [1447, 995, 1587, 1016]
letter-heading: MASTERS AND MATES.: [1002, 750, 1139, 763]
ad-subbrand: "OLD ENGLYSHE": [1696, 1100, 1851, 1118]
section-heading: BUSINESS NOTICES.: [1619, 100, 1928, 119]
paragraph: Sir,—The omission of the last line but one of my letter was fatal to the sense, although its failure was no detriment to me. The first proposal is unanswered and, if you could see it, the cardinal point of resistance to the marauding attack on the cows by those whose desire is not quelled by their ability. The failure to get in my point will be more emphasised than correct. I said by those whose cause I might be supposed to be advocating, so to a certain extent, it gives the show away. Anyhow, the milk-trade of Wellington is not going to be transplanted quite as easy as a cabbage-tree, and, even if a happy fruition attend the inauguration of the new Bill, the greatest consummation achieved cannot amount to more than an increase of price for a decrease of quality.—I am, etc.,: [916, 92, 1225, 221]
section-title: WOMAN'S WORLD.: [69, 45, 263, 126]
paragraph: DRAUGHTSMEN and SURVEYORS can get their every day requirements, viz., Drawing Machines, Cases of Instruments, Dumpy, Builders' and Abney Levels, Staves, Prismatic, Parallel, Second Protractors, Tee Bows, Protractors, Curves, Boxwood and Ivory Scales in great variety, Straight edges, etc., from L. W. LUDWIG, 162 Lambton Quay.: [1619, 141, 1928, 194]
ad-signature: THE VIBRATORIUM, 12 Kent Terrace.: [1698, 268, 1849, 278]
section-heading: TENDERS.: [1426, 578, 1607, 597]
paragraph: Lady Randolph Churchill, who is now Mrs. Cornwallis West, contributes some of her early recollections of Paris to the November number of the "Century Magazine." As Miss Jennie Jerome, she lived with her mother in the French capital from 1867 to the early seventies, and has much to say of the Imperial Court and the war. She gives an interesting account as an eye-witness of the trial of the fallen marshal—the surrender of Metz—: [321, 882, 607, 963]
paragraph: Voices: "Give us a song, Tommy.": [628, 1240, 765, 1251]
article-subheading: DISGRACEFUL SCENES AT DIVORCE COURT.: [657, 685, 865, 697]
billiard-cloth-ad: [1236, 43, 1607, 564]
paragraph: One would never think that her little girls came from a home where constant hunger and abject poverty sat grinning at their table at every scanty meal.: [23, 1016, 309, 1051]
ad-line: IS CLOSE UPON US.: [1730, 796, 1818, 807]
article-heading: THE AFTERMATH.: [84, 408, 248, 428]
ad-merchant: F. J. PINNY,: [1787, 636, 1853, 651]
paragraph: TENDERS will be received by the undersigned up to 5 p.m. of MONDAY, 20th inst., for the Purchase of this business as a going concern. The Stock consists of Hard Mercery, Clothing and Boots, £67 16s. 4d.; Hosiery, Gloves, Ribbons, Lace, Trimmings, etc., £76 16s.; Millinery, etc., £48 19s. 1d.; Underclothing, Dress Goods, and Manchester, £93 7s. 2d.; Haberdashery, and Show Boxes, £23 5s. 8d.; Japanese Goods, Crockery, Toys, Stationery, etc., £30 4s. 8d.; Fixtures, Fittings, Stock Inconsequency, £27 8s. 7d.; Working Plant, £120 11s. 4d.—Total, £527 1s. 10d.: [1426, 631, 1607, 770]
letter-date: Wellington, Dec. 27.: [925, 948, 1007, 959]
page-number: 3: [1918, 6, 1930, 32]
paragraph: the season takes the form of narrow filet lace insertions and edgings which are most effective, though one feels a little surprised to see this distinctly dressy lace appearing, rather unsuitably, on underwear. Never before have such thousands of yards of lace been used in the service of Madame la Mode, and during the past few months the demand has increased by leaps and bounds.: [321, 43, 607, 112]
ad-vertical-text: DECEMBER: [1902, 470, 1917, 661]
paragraph: Sir or Madam, WE desire to call your attention to our FAMILY PORTRAITS. These Pictures are carefully FINISHED BY HAND, and framed in ARTISTIC AND SUPERIOR MOULDINGS. The Portraits are produced in THREE SIZES, and at prices that bring them WITHIN THE REACH of all those who really desire a WORK OF ART, in place of the vulgarised photo enlargement.: [1619, 1230, 1928, 1283]
paragraph: I may say (writes Harold Blind in the London "Daily Mail") that a play-centre means the opening of an elementary school building and playgrounds five nights a week, and on Saturday mornings, to the neighbouring children, for play and recreation after school hours. Ten of these are already established in the poorer quarters of London.: [23, 638, 309, 697]
article-heading: MORBID MELBOURNE.: [658, 663, 864, 682]
paragraph: HIGH PRESSURE WATER WORKS CONTRACT.: [1446, 1214, 1587, 1235]
paragraph: The woman who is clever with her needle can secure the most exquisite lingerie for about a quarter of what it costs her less skillful sister.: [321, 1238, 607, 1273]
paragraph: All under-garments, by the by, are threaded as profusely as ever with ribbons, and it is well to remember those useful little beading bodkins which are now to be bought to pass the ribbon through in a trice.: [618, 103, 904, 150]
